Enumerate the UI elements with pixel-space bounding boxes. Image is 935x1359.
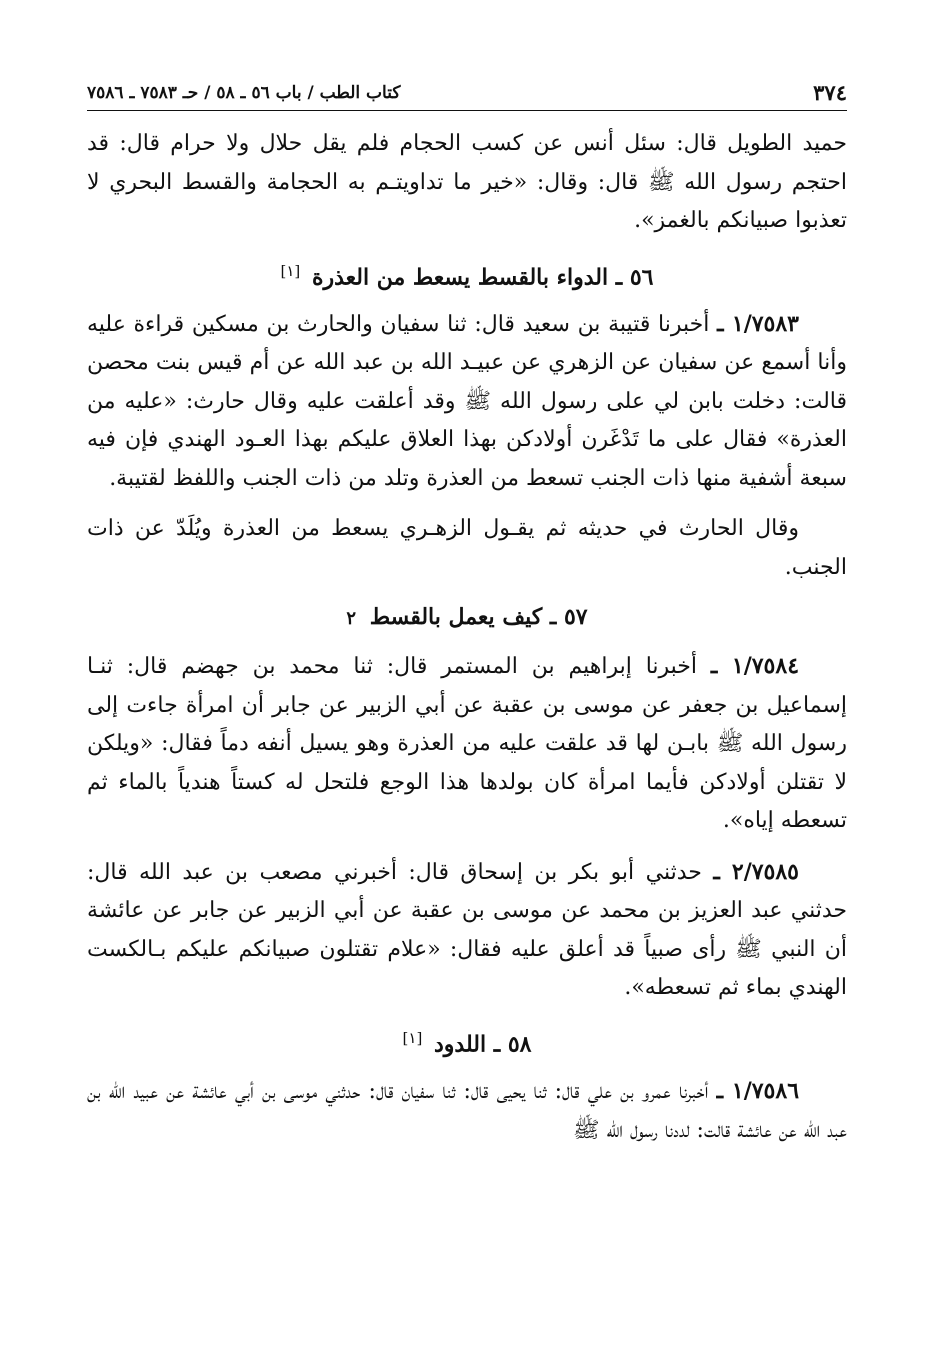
footnote-marker: [١] <box>402 1028 423 1047</box>
hadith-number: ١/٧٥٨٣ ـ <box>717 310 799 337</box>
hadith-7585 <box>87 853 847 1008</box>
hadith-text: أخبرنا قتيبة بن سعيد قال: ثنا سفيان والحارث بن مسكين قراءة عليه وأنا أسمع عن سفيان عن الزهري عن عبيـد الله بن عبد الله عن أم قيس بنت محصن قالت: دخلت بابن لي على رسول الله ﷺ وقد أعلقت عليه وقال حارث: «عليه من العذرة» فقال على ما تَدْغَرن أولادكن بهذا العلاق عليكم بهذا العـود الهندي فإن فيه سبعة أشفية منها ذات الجنب تسعط من العذرة وتلد من ذات الجنب واللفظ لقتيبة. <box>87 311 847 491</box>
chapter-heading-56 <box>87 253 847 295</box>
book-page <box>87 78 847 1150</box>
hadith-text: حدثني أبو بكر بن إسحاق قال: أخبرني مصعب بن عبد الله قال: حدثني عبد العزيز بن محمد عن موسى بن عقبة عن أبي الزبير عن جابر عن عائشة أن النبي ﷺ رأى صبياً قد أعلق عليه فقال: «علام تقتلون صبيانكم عليكم بـالكست الهندي بماء ثم تسعطه». <box>87 859 847 1001</box>
chapter-title: ٥٨ ـ اللدود <box>433 1031 532 1058</box>
hadith-number: ٢/٧٥٨٥ ـ <box>713 858 799 885</box>
chapter-heading-58 <box>87 1020 847 1062</box>
hadith-7586 <box>87 1072 847 1150</box>
hadith-7583 <box>87 305 847 499</box>
hadith-number: ١/٧٥٨٤ ـ <box>710 653 800 680</box>
hadith-text: أخبرنا إبراهيم بن المستمر قال: ثنا محمد بن جهضم قال: ثنـا إسماعيل بن جعفر عن موسى بن عقبة عن أبي الزبير عن جابر أن امرأة جاءت إلى رسول الله ﷺ بابـن لها قد علقت عليه من العذرة وهو يسيل أنفه دماً فقال: «ويلكن لا تقتلن أولادكن فأيما امرأة كان بولدها هذا الوجع فلتحل له كستاً هندياً بالماء ثم تسعطه إياه». <box>87 654 847 834</box>
page-number: ٣٧٤ <box>813 80 847 105</box>
running-title: كتاب الطب / باب ٥٦ ـ ٥٨ / حـ ٧٥٨٣ ـ ٧٥٨٦ <box>87 83 401 103</box>
running-header <box>87 78 847 111</box>
hadith-7584 <box>87 647 847 841</box>
hadith-text: أخبرنا عمرو بن علي قال: ثنا يحيى قال: ثنا سفيان قال: حدثني موسى بن أبي عائشة عن عبيد الله بن عبد الله عن عائشة قالت: لددنا رسول الله ﷺ <box>87 1079 847 1143</box>
chapter-title: ٥٧ ـ كيف يعمل بالقسط <box>369 604 588 631</box>
footnote-marker: ٢ <box>346 608 357 630</box>
intro-paragraph: حميد الطويل قال: سئل أنس عن كسب الحجام فلم يقل حلال ولا حرام قال: قد احتجم رسول الله ﷺ قال: وقال: «خير ما تداويتـم به الحجامة والقسط البحري لا تعذبوا صبيانكم بالغمز». <box>87 131 847 233</box>
chapter-heading-57 <box>87 599 847 637</box>
harith-note: وقال الحارث في حديثه ثم يقـول الزهـري يسعط من العذرة ويُلَدّ عن ذات الجنب. <box>87 516 847 580</box>
chapter-title: ٥٦ ـ الدواء بالقسط يسعط من العذرة <box>311 263 654 290</box>
footnote-marker: [١] <box>280 261 301 280</box>
hadith-number: ١/٧٥٨٦ ـ <box>716 1078 800 1105</box>
